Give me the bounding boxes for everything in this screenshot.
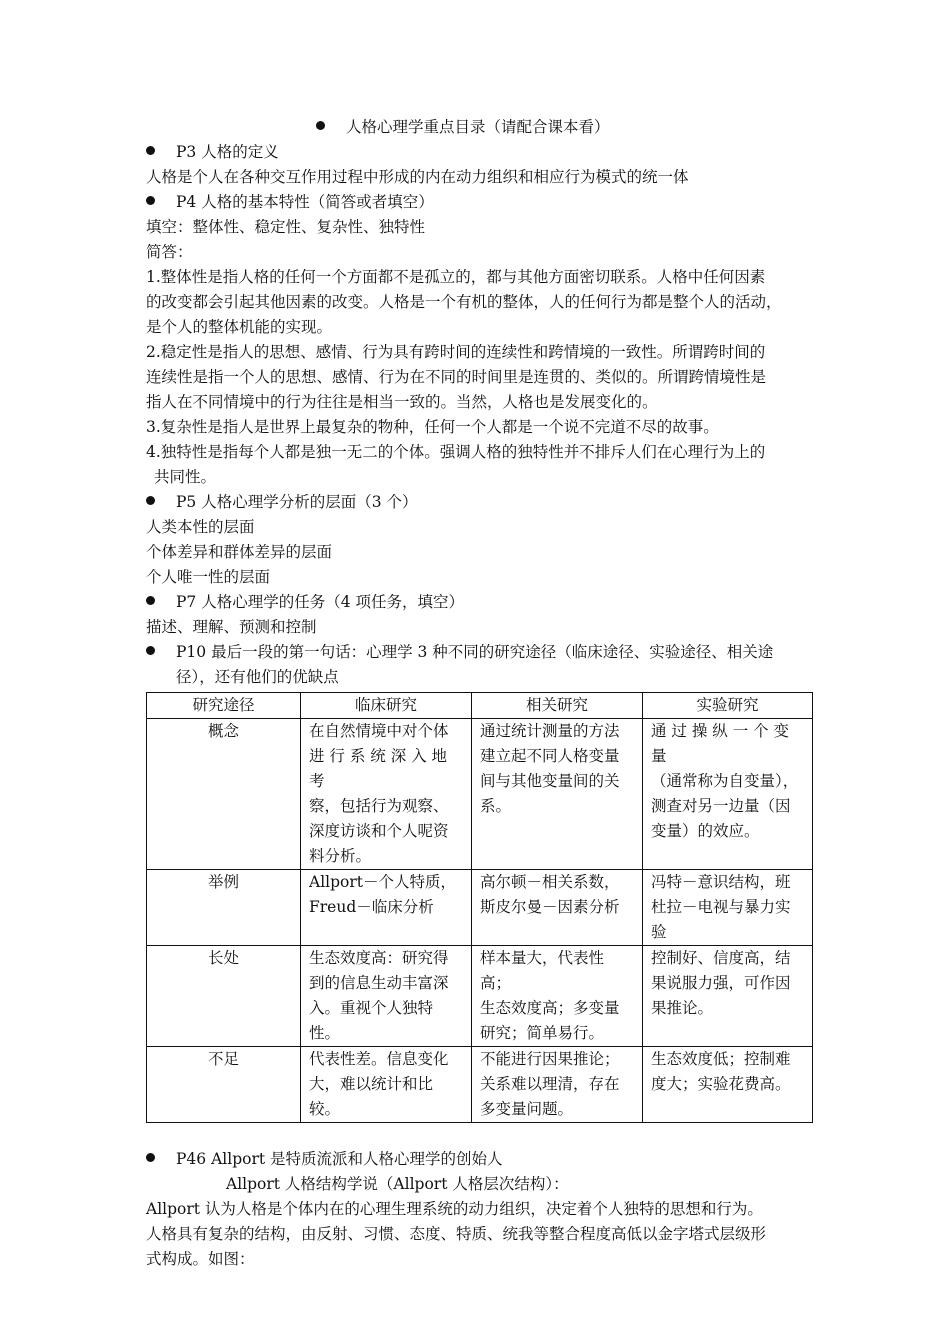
section-p7-text: 描述、理解、预测和控制 bbox=[146, 618, 317, 636]
row-label: 举例 bbox=[147, 870, 301, 946]
paragraph-line: 指人在不同情境中的行为往往是相当一致的。当然，人格也是发展变化的。 bbox=[146, 393, 658, 411]
row-label: 长处 bbox=[147, 946, 301, 1047]
table-cell bbox=[301, 1047, 472, 1123]
cell-line: 杜拉－电视与暴力实 bbox=[651, 898, 791, 916]
cell-line: 建立起不同人格变量 bbox=[480, 747, 620, 765]
section-p4-answer-label: 简答： bbox=[146, 243, 193, 261]
row-label: 概念 bbox=[147, 719, 301, 870]
table-header-row bbox=[147, 693, 813, 719]
section-p10-heading: P10 最后一段的第一句话：心理学 3 种不同的研究途径（临床途径、实验途径、相关途 bbox=[176, 643, 774, 661]
cell-line: 度大；实验花费高。 bbox=[651, 1075, 791, 1093]
table-cell bbox=[301, 870, 472, 946]
table-cell bbox=[472, 870, 643, 946]
paragraph-line: 4.独特性是指每个人都是独一无二的个体。强调人格的独特性并不排斥人们在心理行为上的 bbox=[146, 443, 766, 461]
cell-line: Freud－临床分析 bbox=[309, 898, 434, 916]
section-p10-heading-cont: 径），还有他们的优缺点 bbox=[176, 668, 339, 686]
cell-line: 进 行 系 统 深 入 地 考 bbox=[309, 747, 448, 790]
paragraph-line: Allport 认为人格是个体内在的心理生理系统的动力组织，决定着个人独特的思想和行为。 bbox=[146, 1200, 763, 1218]
paragraph-line: 式构成。如图： bbox=[146, 1250, 255, 1268]
level-item: 个人唯一性的层面 bbox=[146, 568, 271, 586]
document-page bbox=[146, 115, 812, 1272]
cell-line: 测查对另一边量（因 bbox=[651, 797, 791, 815]
cell-line: 在自然情境中对个体 bbox=[309, 722, 449, 740]
cell-line: 样本量大，代表性高； bbox=[480, 949, 605, 992]
cell-line: 通 过 操 纵 一 个 变 量 bbox=[651, 722, 790, 765]
document-title: 人格心理学重点目录（请配合课本看） bbox=[346, 118, 610, 136]
section-p46-heading: P46 Allport 是特质流派和人格心理学的创始人 bbox=[176, 1150, 503, 1168]
cell-line: 间与其他变量间的关 bbox=[480, 772, 620, 790]
table-row bbox=[147, 1047, 813, 1123]
cell-line: 验 bbox=[651, 923, 667, 941]
table-cell bbox=[301, 946, 472, 1047]
section-p3-heading: P3 人格的定义 bbox=[176, 143, 279, 161]
cell-line: 不能进行因果推论； bbox=[480, 1050, 620, 1068]
cell-line: 系。 bbox=[480, 797, 512, 815]
cell-line: 深度访谈和个人呢资 bbox=[309, 822, 449, 840]
cell-line: 研究；简单易行。 bbox=[480, 1024, 605, 1042]
cell-line: 控制好、信度高，结 bbox=[651, 949, 791, 967]
cell-line: 多变量问题。 bbox=[480, 1100, 574, 1118]
cell-line: Allport－个人特质， bbox=[309, 873, 457, 891]
table-cell bbox=[472, 1047, 643, 1123]
cell-line: 冯特－意识结构，班 bbox=[651, 873, 791, 891]
table-cell bbox=[643, 870, 813, 946]
cell-line: 察，包括行为观察、 bbox=[309, 797, 449, 815]
research-approach-table bbox=[146, 692, 813, 1123]
table-cell bbox=[301, 719, 472, 870]
cell-line: 生态效度高；多变量 bbox=[480, 999, 620, 1017]
section-p4-fill: 填空：整体性、稳定性、复杂性、独特性 bbox=[146, 218, 426, 236]
paragraph-line: 的改变都会引起其他因素的改变。人格是一个有机的整体，人的任何行为都是整个人的活动， bbox=[146, 293, 782, 311]
cell-line: 生态效度高：研究得 bbox=[309, 949, 449, 967]
cell-line: 生态效度低；控制难 bbox=[651, 1050, 791, 1068]
cell-line: 斯皮尔曼－因素分析 bbox=[480, 898, 620, 916]
table-cell bbox=[643, 1047, 813, 1123]
cell-line: 入。重视个人独特性。 bbox=[309, 999, 434, 1042]
spacer bbox=[146, 1123, 812, 1147]
cell-line: （通常称为自变量）， bbox=[651, 772, 799, 790]
cell-line: 代表性差。信息变化 bbox=[309, 1050, 449, 1068]
cell-line: 高尔顿－相关系数， bbox=[480, 873, 620, 891]
paragraph-line: 3.复杂性是指人是世界上最复杂的物种，任何一个人都是一个说不完道不尽的故事。 bbox=[146, 418, 719, 436]
cell-line: 果说服力强，可作因 bbox=[651, 974, 791, 992]
cell-line: 果推论。 bbox=[651, 999, 714, 1017]
cell-line: 变量）的效应。 bbox=[651, 822, 760, 840]
cell-line: 关系难以理清，存在 bbox=[480, 1075, 620, 1093]
table-cell bbox=[472, 719, 643, 870]
table-cell bbox=[472, 946, 643, 1047]
table-row bbox=[147, 870, 813, 946]
row-label: 不足 bbox=[147, 1047, 301, 1123]
level-item: 人类本性的层面 bbox=[146, 518, 255, 536]
table-row bbox=[147, 946, 813, 1047]
table-header: 相关研究 bbox=[472, 693, 643, 719]
section-p7-heading: P7 人格心理学的任务（4 项任务，填空） bbox=[176, 593, 465, 611]
paragraph-line: 连续性是指一个人的思想、感情、行为在不同的时间里是连贯的、类似的。所谓跨情境性是 bbox=[146, 368, 767, 386]
table-cell bbox=[643, 719, 813, 870]
cell-line: 到的信息生动丰富深 bbox=[309, 974, 449, 992]
paragraph-line: 共同性。 bbox=[154, 468, 217, 486]
section-p4-heading: P4 人格的基本特性（简答或者填空） bbox=[176, 193, 434, 211]
cell-line: 大，难以统计和比较。 bbox=[309, 1075, 434, 1118]
paragraph-line: 人格具有复杂的结构，由反射、习惯、态度、特质、统我等整合程度高低以金字塔式层级形 bbox=[146, 1225, 767, 1243]
table-header: 临床研究 bbox=[301, 693, 472, 719]
paragraph-line: 是个人的整体机能的实现。 bbox=[146, 318, 333, 336]
section-p46-subheading: Allport 人格结构学说（Allport 人格层次结构）： bbox=[226, 1175, 569, 1193]
cell-line: 通过统计测量的方法 bbox=[480, 722, 620, 740]
table-cell bbox=[643, 946, 813, 1047]
table-row bbox=[147, 719, 813, 870]
table-header: 研究途径 bbox=[147, 693, 301, 719]
paragraph-line: 2.稳定性是指人的思想、感情、行为具有跨时间的连续性和跨情境的一致性。所谓跨时间的 bbox=[146, 343, 766, 361]
section-p5-heading: P5 人格心理学分析的层面（3 个） bbox=[176, 493, 418, 511]
level-item: 个体差异和群体差异的层面 bbox=[146, 543, 333, 561]
table-header: 实验研究 bbox=[643, 693, 813, 719]
cell-line: 料分析。 bbox=[309, 847, 372, 865]
paragraph-line: 1.整体性是指人格的任何一个方面都不是孤立的，都与其他方面密切联系。人格中任何因素 bbox=[146, 268, 766, 286]
section-p3-text: 人格是个人在各种交互作用过程中形成的内在动力组织和相应行为模式的统一体 bbox=[146, 168, 689, 186]
